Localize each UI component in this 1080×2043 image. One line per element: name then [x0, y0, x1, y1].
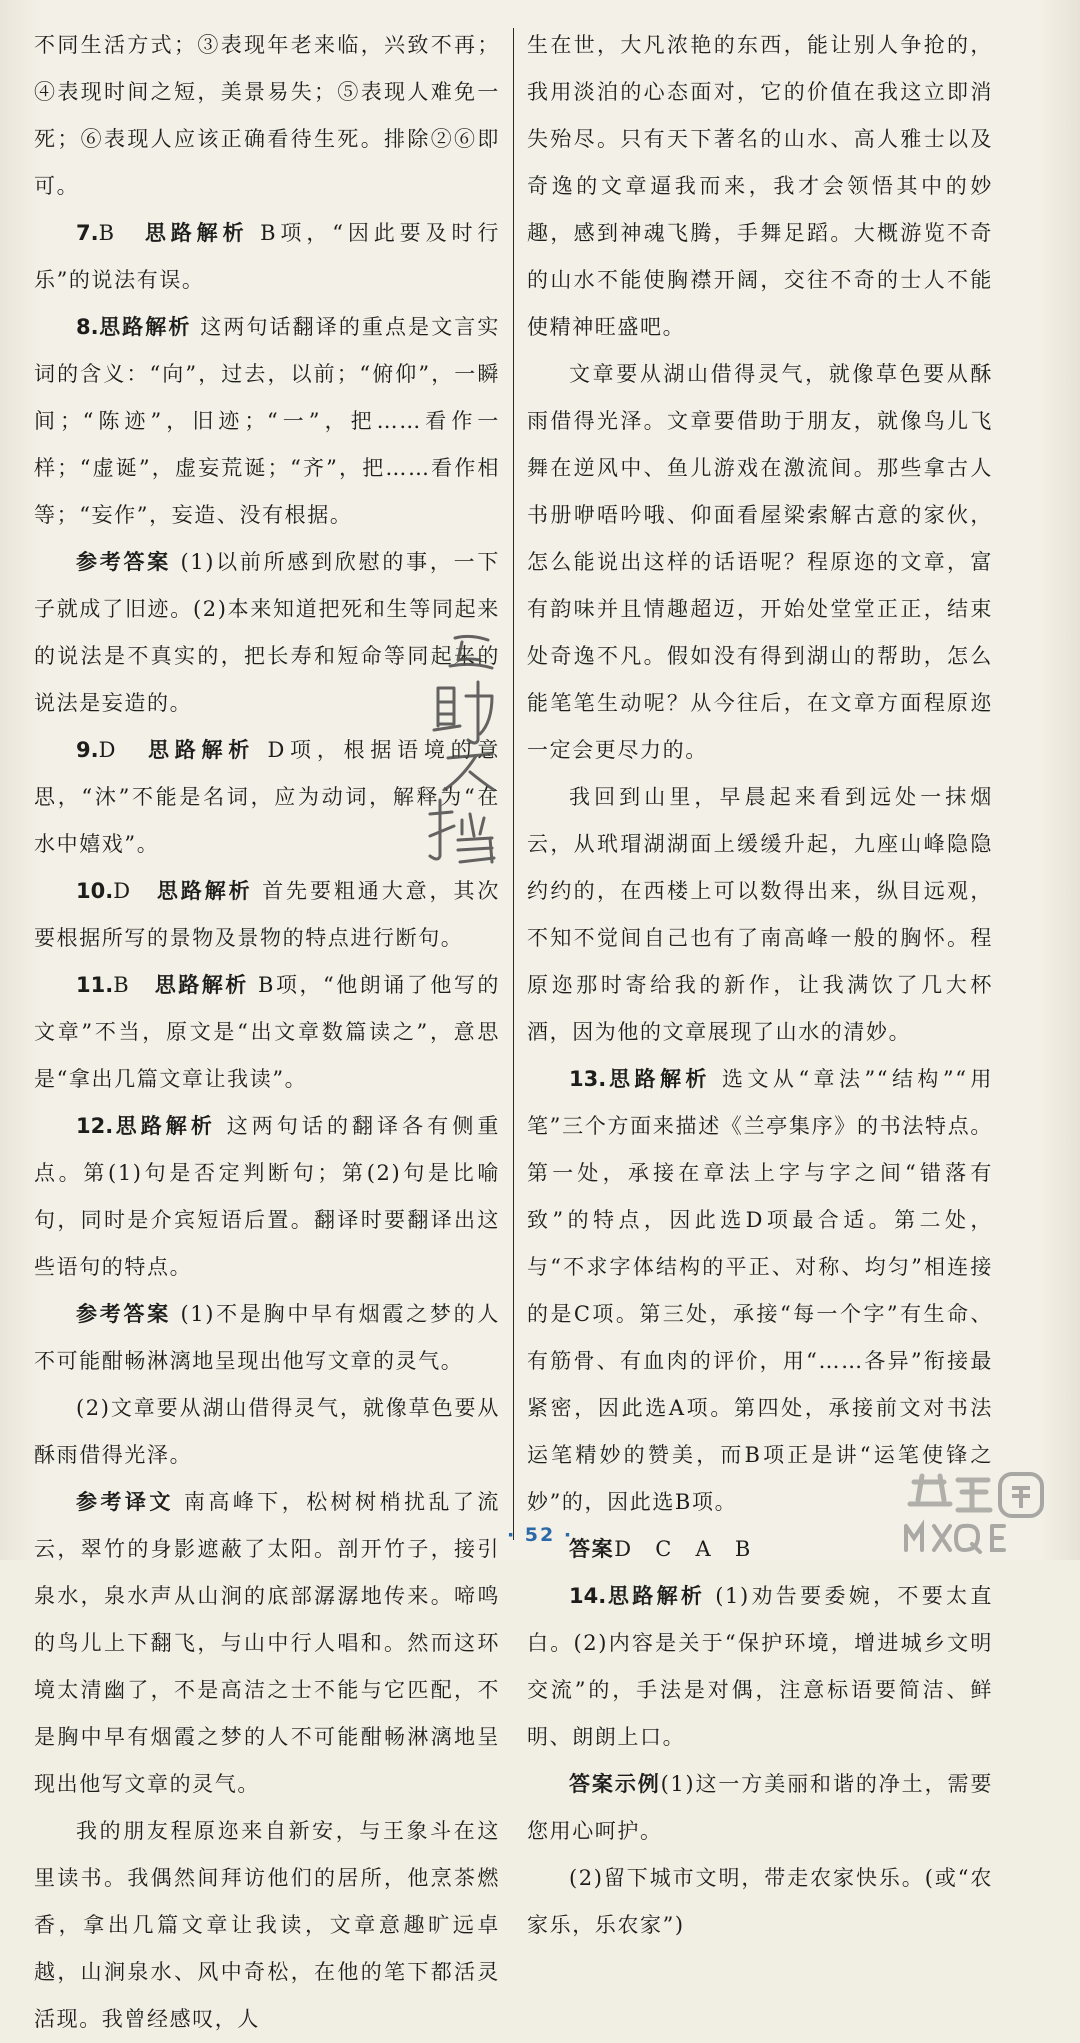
answer-item-8: 8.思路解析 这两句话翻译的重点是文言实词的含义：“向”，过去，以前；“俯仰”，一瞬间；“陈迹”，旧迹；“一”，把……看作一样；“虚诞”，虚妄荒诞；“齐”，把……看作相等；“妄作”，妄造、没有根据。	[34, 315, 500, 527]
paragraph: 文章要从湖山借得灵气，就像草色要从酥雨借得光泽。文章要借助于朋友，就像鸟儿飞舞在逆风中、鱼儿游戏在激流间。那些拿古人书册咿唔吟哦、仰面看屋梁索解古意的家伙，怎么能说出这样的话语呢？程原迩的文章，富有韵味并且情趣超迈，开始处堂堂正正，结束处奇逸不凡。假如没有得到湖山的帮助，怎么能笔笔生动呢？从今往后，在文章方面程原迩一定会更尽力的。	[527, 362, 993, 762]
paragraph: 生在世，大凡浓艳的东西，能让别人争抢的，我用淡泊的心态面对，它的价值在我这立即消失殆尽。只有天下著名的山水、高人雅士以及奇逸的文章逼我而来，我才会领悟其中的妙趣，感到神魂飞腾，手舞足蹈。大概游览不奇的山水不能使胸襟开阔，交往不奇的士人不能使精神旺盛吧。	[527, 33, 993, 339]
paragraph: 不同生活方式；③表现年老来临，兴致不再；④表现时间之短，美景易失；⑤表现人难免一死；⑥表现人应该正确看待生死。排除②⑥即可。	[34, 33, 500, 198]
answer-key: 答案D C A B	[569, 1537, 752, 1561]
paragraph: 我的朋友程原迩来自新安，与王象斗在这里读书。我偶然间拜访他们的居所，他烹茶燃香，拿出几篇文章让我读，文章意趣旷远卓越，山涧泉水、风中奇松，在他的笔下都活灵活现。我曾经感叹，人	[34, 1819, 500, 2031]
answer-item-13: 13.思路解析 选文从“章法”“结构”“用笔”三个方面来描述《兰亭集序》的书法特点。第一处，承接在章法上字与字之间“错落有致”的特点，因此选D项最合适。第二处，与“不求字体结构的平正、对称、均匀”相连接的是C项。第三处，承接“每一个字”有生命、有筋骨、有血肉的评价，用“……各异”衔接最紧密，因此选A项。第四处，承接前文对书法运笔精妙的赞美，而B项正是讲“运笔使锋之妙”的，因此选B项。	[527, 1067, 994, 1514]
reference-translation: 参考译文 南高峰下，松树树梢扰乱了流云，翠竹的身影遮蔽了太阳。剖开竹子，接引泉水，泉水声从山涧的底部潺潺地传来。啼鸣的鸟儿上下翻飞，与山中行人唱和。然而这环境太清幽了，不是高洁之士不能与它匹配，不是胸中早有烟霞之梦的人不可能酣畅淋漓地呈现出他写文章的灵气。	[34, 1490, 500, 1796]
paragraph: 我回到山里，早晨起来看到远处一抹烟云，从玳瑁湖湖面上缓缓升起，九座山峰隐隐约约的，在西楼上可以数得出来，纵目远观，不知不觉间自己也有了南高峰一般的胸怀。程原迩那时寄给我的新作，让我满饮了几大杯酒，因为他的文章展现了山水的清妙。	[527, 785, 993, 1044]
paragraph: (2)留下城市文明，带走农家快乐。(或“农家乐，乐农家”)	[527, 1866, 993, 1937]
answer-item-11: 11.B 思路解析 B项，“他朗诵了他写的文章”不当，原文是“出文章数篇读之”，意思是“拿出几篇文章让我读”。	[34, 973, 500, 1091]
answer-item-12: 12.思路解析 这两句话的翻译各有侧重点。第(1)句是否定判断句；第(2)句是比喻句，同时是介宾短语后置。翻译时要翻译出这些语句的特点。	[34, 1114, 500, 1279]
handwriting-annotation	[400, 630, 530, 870]
reference-answer: 参考答案 (1)不是胸中早有烟霞之梦的人不可能酣畅淋漓地呈现出他写文章的灵气。	[34, 1302, 501, 1373]
left-column	[34, 22, 500, 2043]
watermark-logo	[900, 1470, 1070, 1556]
answer-item-9: 9.D 思路解析 D项，根据语境的意思，“沐”不能是名词，应为动词，解释为“在水中嬉戏”。	[34, 738, 500, 856]
reference-answer: 参考答案 (1)以前所感到欣慰的事，一下子就成了旧迹。(2)本来知道把死和生等同起来的说法是不真实的，把长寿和短命等同起来的说法是妄造的。	[34, 550, 501, 715]
answer-item-14: 14.思路解析 (1)劝告要委婉，不要太直白。(2)内容是关于“保护环境，增进城乡文明交流”的，手法是对偶，注意标语要简洁、鲜明、朗朗上口。	[527, 1584, 993, 1749]
answer-example: 答案示例(1)这一方美丽和谐的净土，需要您用心呵护。	[527, 1772, 993, 1843]
paragraph: (2)文章要从湖山借得灵气，就像草色要从酥雨借得光泽。	[34, 1396, 500, 1467]
right-column	[527, 22, 993, 1949]
page-number: · 52 ·	[506, 1524, 574, 1546]
answer-item-10: 10.D 思路解析 首先要粗通大意，其次要根据所写的景物及景物的特点进行断句。	[34, 879, 500, 950]
answer-item-7: 7.B 思路解析 B项，“因此要及时行乐”的说法有误。	[34, 221, 500, 292]
